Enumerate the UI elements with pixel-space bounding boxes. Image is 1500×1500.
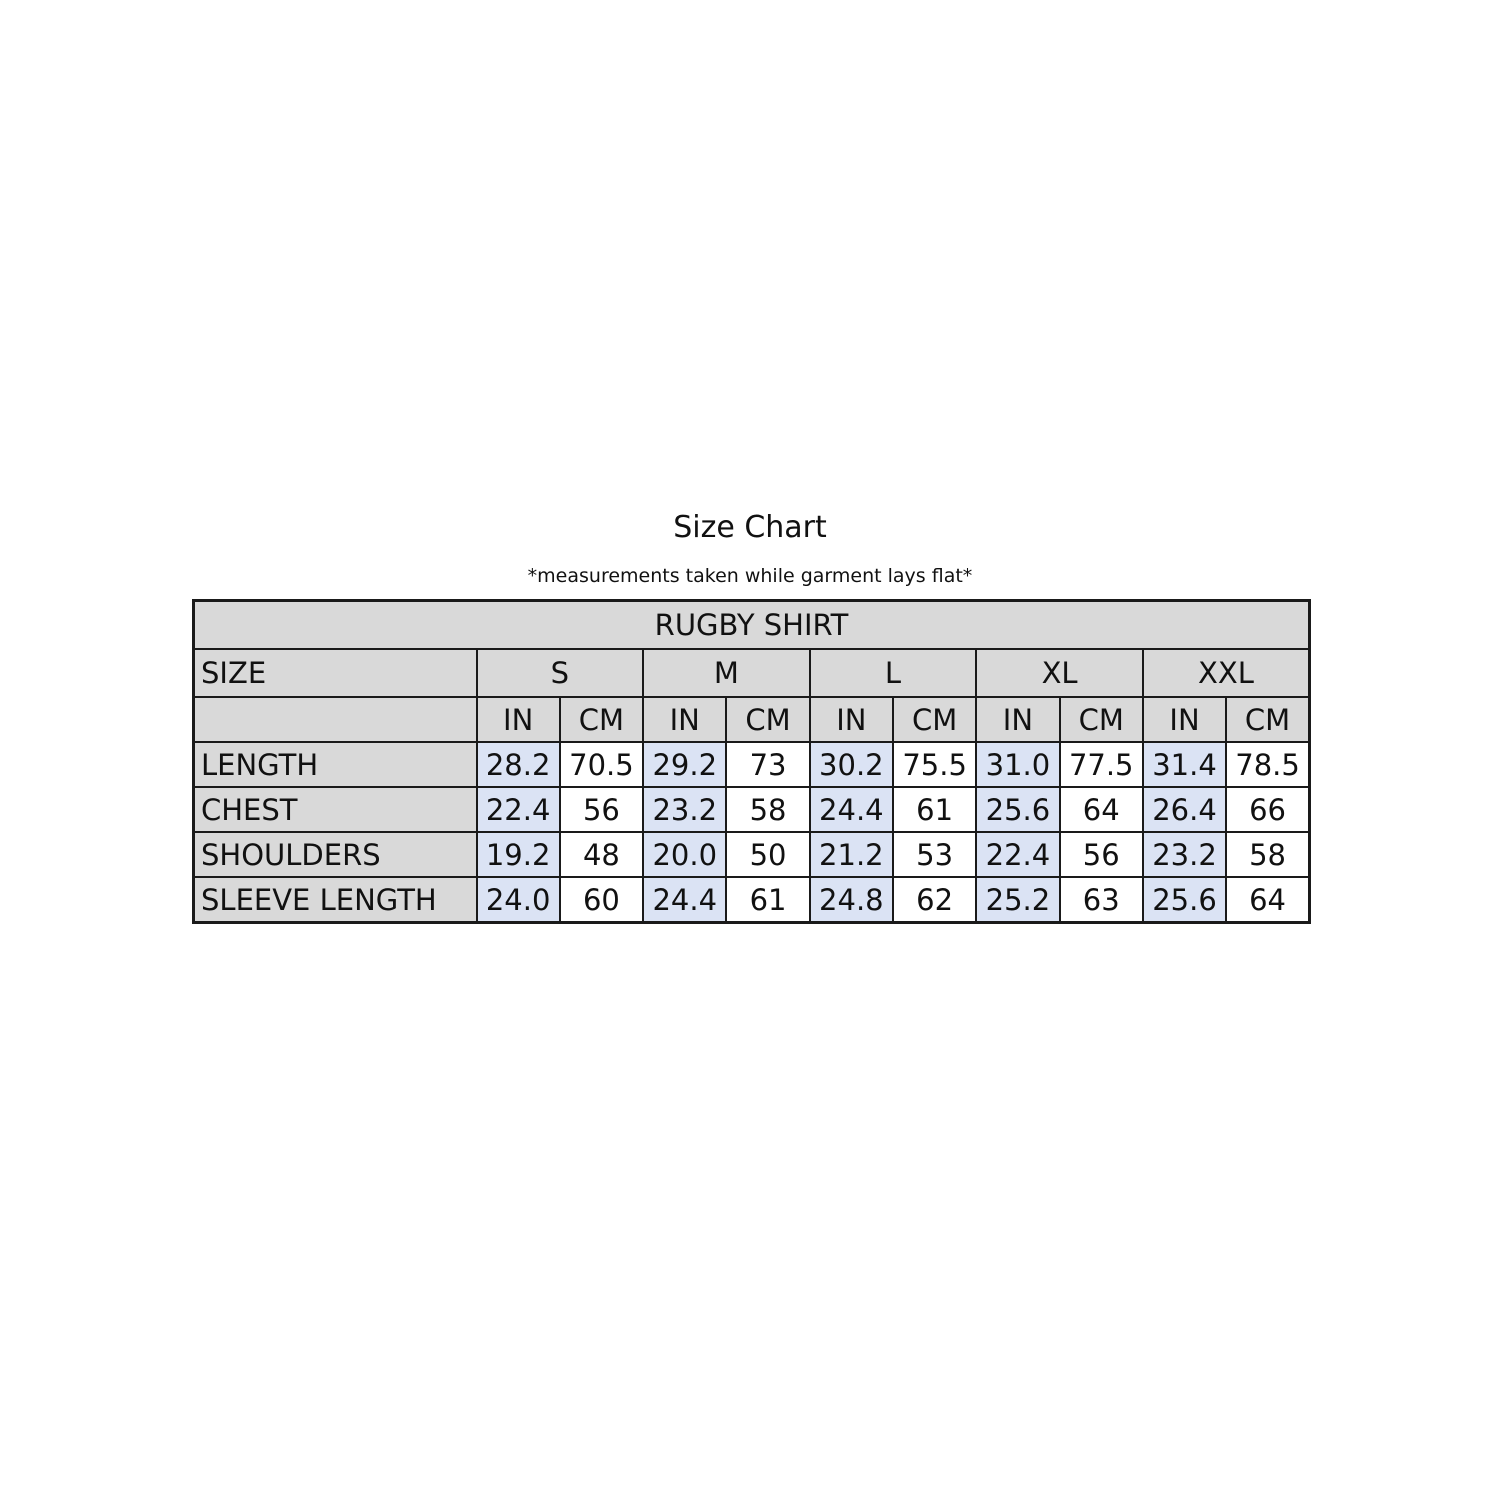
cm-value-cell: 58 [1226,832,1309,877]
unit-header-cm: CM [560,697,643,742]
cm-value-cell: 60 [560,877,643,923]
inch-value-cell: 24.4 [643,877,726,923]
cm-value-cell: 48 [560,832,643,877]
inch-value-cell: 25.6 [1143,877,1226,923]
inch-value-cell: 31.4 [1143,742,1226,787]
cm-value-cell: 73 [726,742,809,787]
cm-value-cell: 61 [893,787,976,832]
unit-header-cm: CM [893,697,976,742]
row-label: CHEST [194,787,477,832]
table-banner-row [194,601,1310,650]
inch-value-cell: 25.6 [976,787,1059,832]
inch-value-cell: 20.0 [643,832,726,877]
table-row [194,832,1310,877]
cm-value-cell: 64 [1060,787,1143,832]
cm-value-cell: 50 [726,832,809,877]
inch-value-cell: 19.2 [477,832,560,877]
unit-header-blank [194,697,477,742]
size-header-s: S [477,649,644,697]
unit-header-in: IN [976,697,1059,742]
cm-value-cell: 66 [1226,787,1309,832]
inch-value-cell: 22.4 [976,832,1059,877]
page-title: Size Chart [673,510,827,545]
inch-value-cell: 30.2 [810,742,893,787]
size-header-row [194,649,1310,697]
inch-value-cell: 21.2 [810,832,893,877]
cm-value-cell: 61 [726,877,809,923]
row-label: SLEEVE LENGTH [194,877,477,923]
cm-value-cell: 78.5 [1226,742,1309,787]
cm-value-cell: 64 [1226,877,1309,923]
cm-value-cell: 77.5 [1060,742,1143,787]
cm-value-cell: 75.5 [893,742,976,787]
unit-header-in: IN [1143,697,1226,742]
unit-header-in: IN [643,697,726,742]
unit-header-in: IN [477,697,560,742]
inch-value-cell: 24.0 [477,877,560,923]
unit-header-cm: CM [1060,697,1143,742]
cm-value-cell: 56 [1060,832,1143,877]
cm-value-cell: 62 [893,877,976,923]
size-header-xxl: XXL [1143,649,1310,697]
row-label: LENGTH [194,742,477,787]
inch-value-cell: 29.2 [643,742,726,787]
unit-header-cm: CM [726,697,809,742]
size-header-label: SIZE [194,649,477,697]
size-chart-table [192,599,1311,924]
cm-value-cell: 58 [726,787,809,832]
cm-value-cell: 70.5 [560,742,643,787]
inch-value-cell: 31.0 [976,742,1059,787]
inch-value-cell: 23.2 [643,787,726,832]
cm-value-cell: 53 [893,832,976,877]
table-banner: RUGBY SHIRT [194,601,1310,650]
inch-value-cell: 24.8 [810,877,893,923]
inch-value-cell: 26.4 [1143,787,1226,832]
cm-value-cell: 56 [560,787,643,832]
unit-header-row [194,697,1310,742]
inch-value-cell: 22.4 [477,787,560,832]
table-row [194,742,1310,787]
size-header-l: L [810,649,977,697]
inch-value-cell: 28.2 [477,742,560,787]
inch-value-cell: 23.2 [1143,832,1226,877]
size-header-xl: XL [976,649,1143,697]
cm-value-cell: 63 [1060,877,1143,923]
row-label: SHOULDERS [194,832,477,877]
table-row [194,877,1310,923]
size-header-m: M [643,649,810,697]
unit-header-cm: CM [1226,697,1309,742]
inch-value-cell: 24.4 [810,787,893,832]
table-row [194,787,1310,832]
inch-value-cell: 25.2 [976,877,1059,923]
unit-header-in: IN [810,697,893,742]
page-subtitle: *measurements taken while garment lays flat* [527,565,973,587]
